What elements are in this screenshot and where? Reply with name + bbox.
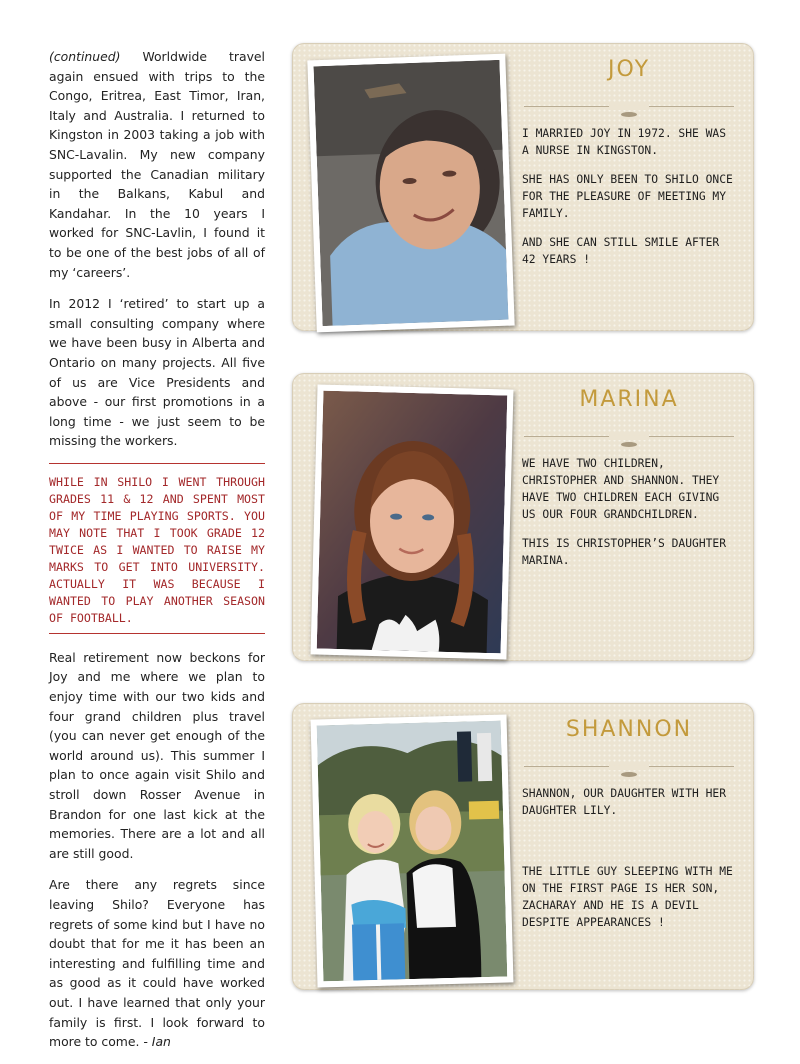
joy-title: JOY (607, 57, 651, 82)
story-paragraph-4-text: Are there any regrets since leaving Shilo? Everyone has regrets of some kind but I have no doubt that for me it has been an interesting and fulfilling time and as good as it could have worked out. I have learned that only your family is first. I look forward to more to come. (49, 877, 265, 1050)
marina-line-1: WE HAVE TWO CHILDREN, CHRISTOPHER AND SHANNON. THEY HAVE TWO CHILDREN EACH GIVING US OUR FOUR GRANDCHILDREN. (522, 457, 720, 521)
joy-portrait-image (314, 60, 509, 326)
marina-card (292, 373, 754, 661)
joy-photo (307, 54, 514, 333)
callout-bottom-rule (49, 633, 265, 634)
joy-card (292, 43, 754, 331)
marina-text (522, 455, 734, 581)
joy-line-3: AND SHE CAN STILL SMILE AFTER 42 YEARS ! (522, 236, 720, 266)
marina-portrait-image (317, 391, 508, 654)
shannon-photo (311, 714, 514, 987)
marina-line-2: THIS IS CHRISTOPHER’S DAUGHTER MARINA. (522, 537, 727, 567)
marina-divider (524, 433, 734, 439)
joy-line-2: SHE HAS ONLY BEEN TO SHILO ONCE FOR THE PLEASURE OF MEETING MY FAMILY. (522, 173, 733, 220)
shannon-line-2: THE LITTLE GUY SLEEPING WITH ME ON THE FIRST PAGE IS HER SON, ZACHARAY AND HE IS A DEVIL DESPITE APPEARANCES ! (522, 865, 733, 929)
joy-line-1: I MARRIED JOY IN 1972. SHE WAS A NURSE IN KINGSTON. (522, 127, 727, 157)
shannon-card (292, 703, 754, 990)
joy-text (522, 125, 734, 280)
shilo-callout: WHILE IN SHILO I WENT THROUGH GRADES 11 & 12 AND SPENT MOST OF MY TIME PLAYING SPORTS. YOU MAY NOTE THAT I TOOK GRADE 12 TWICE AS I WANTED TO RAISE MY MARKS TO GET INTO UNIVERSITY. ACTUALLY IT WAS BECAUSE I WANTED TO PLAY ANOTHER SEASON OF FOOTBALL. (49, 474, 265, 625)
story-paragraph-2: In 2012 I ‘retired’ to start up a small consulting company where we have been busy in Alberta and Ontario on many projects. All five of us are Vice Presidents and above - our first promotions in a long time - we just seem to be missing the workers. (49, 296, 265, 449)
joy-divider (524, 103, 734, 109)
marina-title: MARINA (579, 387, 679, 412)
shannon-title: SHANNON (565, 717, 693, 742)
shannon-divider (524, 763, 734, 769)
marina-photo (310, 384, 513, 659)
shannon-line-1: SHANNON, OUR DAUGHTER WITH HER DAUGHTER LILY. (522, 787, 727, 817)
continued-label: (continued) (49, 49, 121, 64)
shannon-lily-image (317, 721, 508, 982)
story-paragraph-3: Real retirement now beckons for Joy and me where we plan to enjoy time with our two kids and four grand children plus travel (you can never get enough of the world around us). This summer I plan to once again visit Shilo and stroll down Rosser Avenue in Brandon for one last kick at the memories. There are a lot and all are still good. (49, 649, 265, 861)
story-paragraph-4 (49, 875, 265, 1051)
story-paragraph-1 (49, 47, 265, 282)
left-column (49, 47, 265, 1064)
shannon-text (522, 785, 734, 943)
signature: - Ian (139, 1034, 171, 1050)
story-paragraph-1-text: Worldwide travel again ensued with trips to the Congo, Eritrea, East Timor, Iran, Italy and Australia. I returned to Kingston in 2003 taking a job with SNC-Lavalin. My new company supported the Canadian military in the Balkans, Kabul and Kandahar. In the 10 years I worked for SNC-Lavlin, I found it to be one of the best jobs of all of my ‘careers’. (49, 49, 265, 280)
